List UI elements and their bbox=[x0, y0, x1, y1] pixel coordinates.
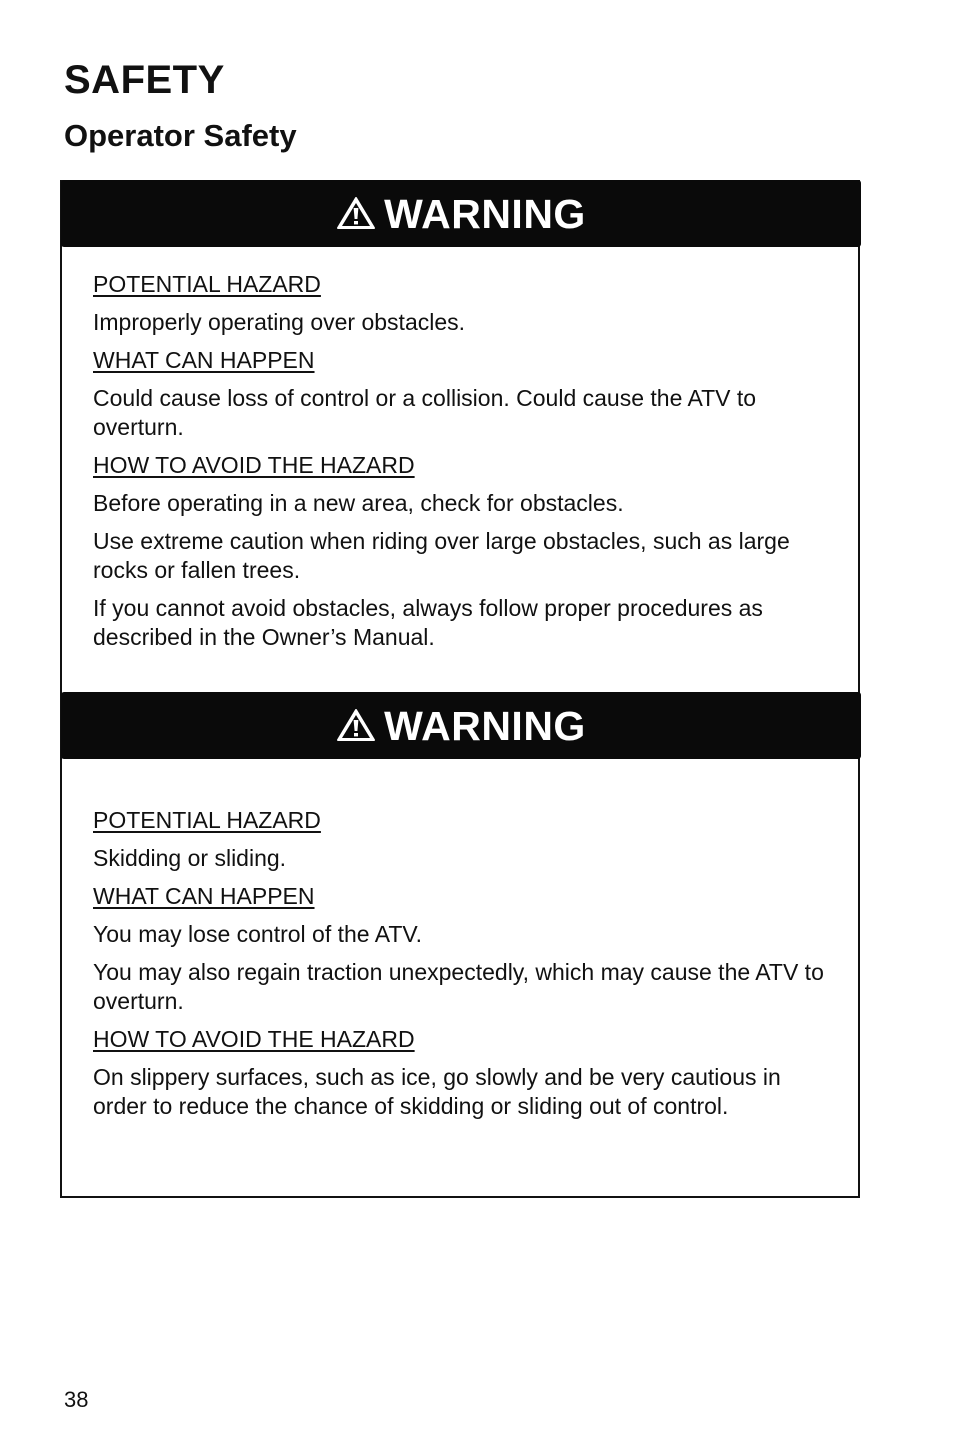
section-title: Operator Safety bbox=[64, 118, 297, 153]
warning-box-frame bbox=[60, 180, 860, 1198]
happen-label-1: WHAT CAN HAPPEN bbox=[93, 347, 315, 373]
happen-text-2-b: You may also regain traction unexpectedly, which may cause the ATV to overturn. bbox=[93, 959, 824, 1014]
warning-triangle-icon bbox=[336, 708, 376, 742]
avoid-label-1: HOW TO AVOID THE HAZARD bbox=[93, 452, 415, 478]
hazard-label-1: POTENTIAL HAZARD bbox=[93, 271, 321, 297]
warning-heading-1: WARNING bbox=[384, 190, 586, 237]
warning-heading-2: WARNING bbox=[384, 702, 586, 749]
avoid-text-1-c: If you cannot avoid obstacles, always follow proper procedures as described in the Owner’s Manual. bbox=[93, 595, 763, 650]
happen-text-2-a: You may lose control of the ATV. bbox=[93, 921, 423, 947]
warning-body-2 bbox=[93, 806, 833, 1130]
avoid-text-1-b: Use extreme caution when riding over large obstacles, such as large rocks or fallen trees. bbox=[93, 528, 790, 583]
avoid-text-2-a: On slippery surfaces, such as ice, go slowly and be very cautious in order to reduce the chance of skidding or sliding out of control. bbox=[93, 1064, 781, 1119]
hazard-text-2: Skidding or sliding. bbox=[93, 845, 287, 871]
hazard-label-2: POTENTIAL HAZARD bbox=[93, 807, 321, 833]
happen-text-1-a: Could cause loss of control or a collision. Could cause the ATV to overturn. bbox=[93, 385, 757, 440]
avoid-text-1-a: Before operating in a new area, check for obstacles. bbox=[93, 490, 624, 516]
warning-triangle-icon bbox=[336, 196, 376, 230]
warning-header-1 bbox=[61, 180, 861, 247]
happen-label-2: WHAT CAN HAPPEN bbox=[93, 883, 315, 909]
page-title: SAFETY bbox=[64, 58, 225, 102]
warning-header-2 bbox=[61, 692, 861, 759]
avoid-label-2: HOW TO AVOID THE HAZARD bbox=[93, 1026, 415, 1052]
page-number: 38 bbox=[64, 1387, 89, 1412]
warning-body-1 bbox=[93, 270, 833, 661]
hazard-text-1: Improperly operating over obstacles. bbox=[93, 309, 466, 335]
